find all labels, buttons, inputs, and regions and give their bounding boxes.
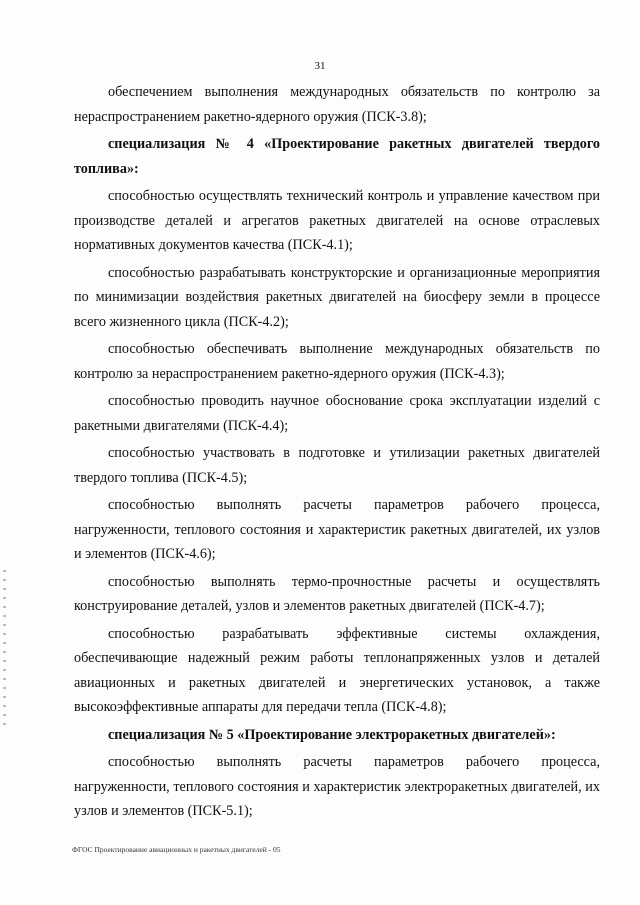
paragraph-1: обеспечением выполнения международных обязательств по контролю за нераспространением ракетно-ядерного оружия (ПСК-3.8); (74, 84, 600, 125)
competency-psk-4-5: способностью участвовать в подготовке и утилизации ракетных двигателей твердого топлива (ПСК-4.5); (74, 445, 600, 486)
scan-margin-marks (3, 570, 6, 730)
competency-psk-5-1: способностью выполнять расчеты параметров рабочего процесса, нагруженности, теплового состояния и характеристик электроракетных двигателей, их узлов и элементов (ПСК-5.1); (74, 754, 600, 819)
page-footer: ФГОС Проектирование авиационных и ракетных двигателей - 05 (72, 845, 281, 854)
page-number: 31 (314, 60, 326, 72)
competency-psk-4-3: способностью обеспечивать выполнение международных обязательств по контролю за нераспространением ракетно-ядерного оружия (ПСК-4.3); (74, 341, 600, 382)
competency-psk-4-7: способностью выполнять термо-прочностные расчеты и осуществлять конструирование деталей, узлов и элементов ракетных двигателей (ПСК-4.7); (74, 573, 600, 614)
document-body (74, 80, 600, 827)
specialization-4-heading: специализация № 4 «Проектирование ракетных двигателей твердого топлива»: (74, 136, 600, 177)
competency-psk-4-1: способностью осуществлять технический контроль и управление качеством при производстве деталей и агрегатов ракетных двигателей на основе отраслевых нормативных документов качества (ПСК-4.1); (74, 188, 600, 253)
competency-psk-4-6: способностью выполнять расчеты параметров рабочего процесса, нагруженности, теплового состояния и характеристик ракетных двигателей, их узлов и элементов (ПСК-4.6); (74, 497, 600, 562)
competency-psk-4-2: способностью разрабатывать конструкторские и организационные мероприятия по минимизации воздействия ракетных двигателей на биосферу земли в процессе всего жизненного цикла (ПСК-4.2); (74, 264, 600, 330)
competency-psk-4-8: способностью разрабатывать эффективные системы охлаждения, обеспечивающие надежный режим работы теплонапряженных узлов и деталей авиационных и ракетных двигателей и энергетических установок, а также высокоэффективные аппараты для передачи тепла (ПСК-4.8); (74, 625, 600, 715)
specialization-5-heading: специализация № 5 «Проектирование электроракетных двигателей»: (108, 726, 556, 743)
competency-psk-4-4: способностью проводить научное обоснование срока эксплуатации изделий с ракетными двигателями (ПСК-4.4); (74, 393, 600, 434)
